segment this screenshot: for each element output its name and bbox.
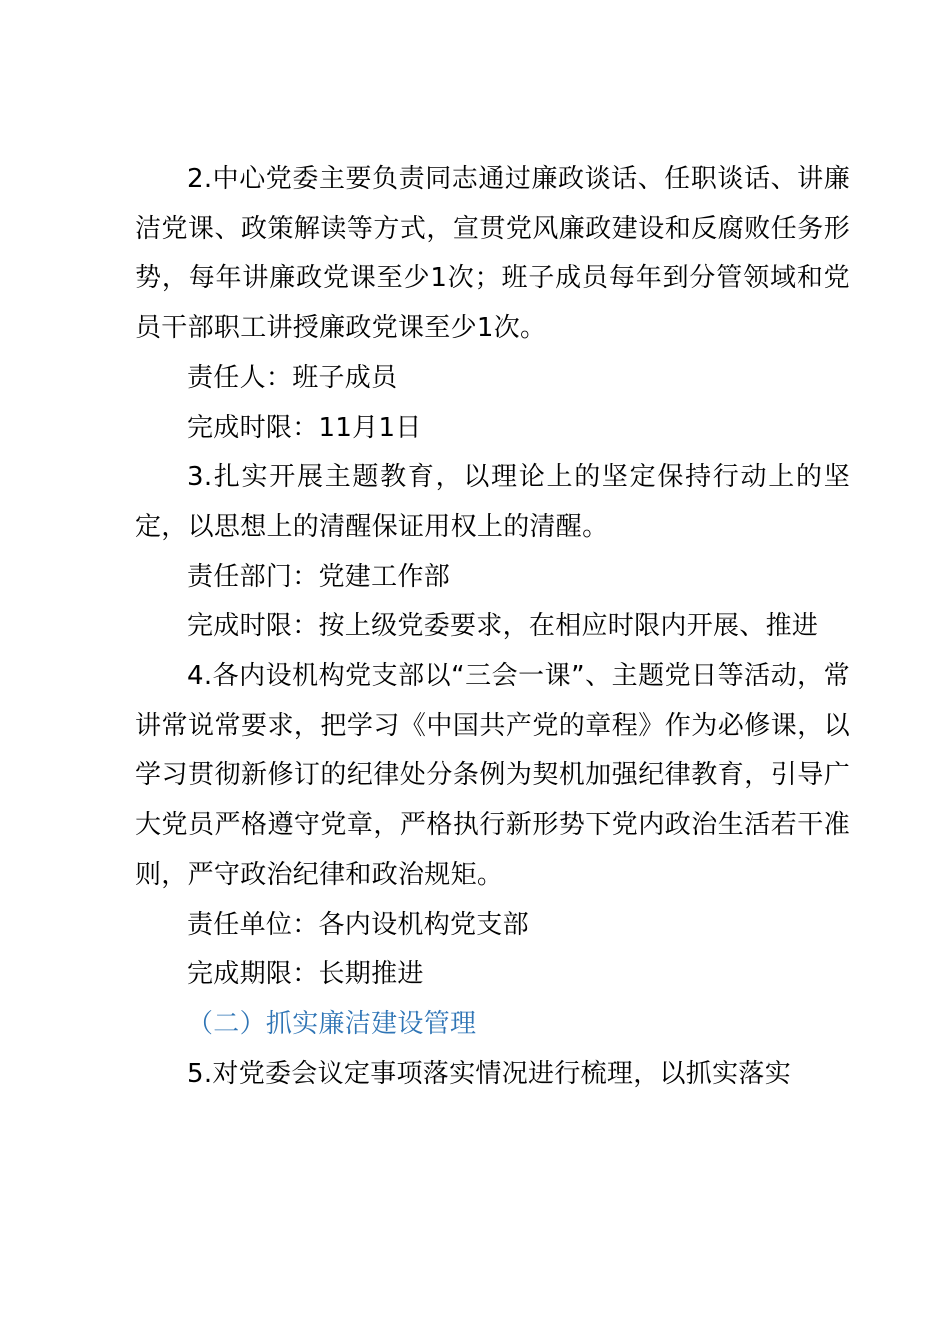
paragraph-item-3: 3.扎实开展主题教育，以理论上的坚定保持行动上的坚定，以思想上的清醒保证用权上的清醒。: [135, 462, 850, 542]
section-heading: （二）抓实廉洁建设管理: [187, 1008, 477, 1039]
deadline: 完成时限：按上级党委要求，在相应时限内开展、推进: [187, 611, 819, 642]
deadline: 完成期限：长期推进: [187, 959, 424, 990]
paragraph-item-4: 4.各内设机构党支部以“三会一课”、主题党日等活动，常讲常说常要求，把学习《中国共产党的章程》作为必修课，以学习贯彻新修订的纪律处分条例为契机加强纪律教育，引导广大党员严格遵守党章，严格执行新形势下党内政治生活若干准则，严守政治纪律和政治规矩。: [135, 661, 850, 890]
responsible-department: 责任部门：党建工作部: [187, 561, 451, 592]
paragraph-item-2: 2.中心党委主要负责同志通过廉政谈话、任职谈话、讲廉洁党课、政策解读等方式，宣贯党风廉政建设和反腐败任务形势，每年讲廉政党课至少1次；班子成员每年到分管领域和党员干部职工讲授廉政党课至少1次。: [135, 164, 850, 344]
deadline: 完成时限：11月1日: [187, 412, 422, 443]
responsible-person: 责任人：班子成员: [187, 362, 398, 393]
paragraph-item-5: 5.对党委会议定事项落实情况进行梳理，以抓实落实: [187, 1058, 792, 1089]
responsible-unit: 责任单位：各内设机构党支部: [187, 909, 529, 940]
